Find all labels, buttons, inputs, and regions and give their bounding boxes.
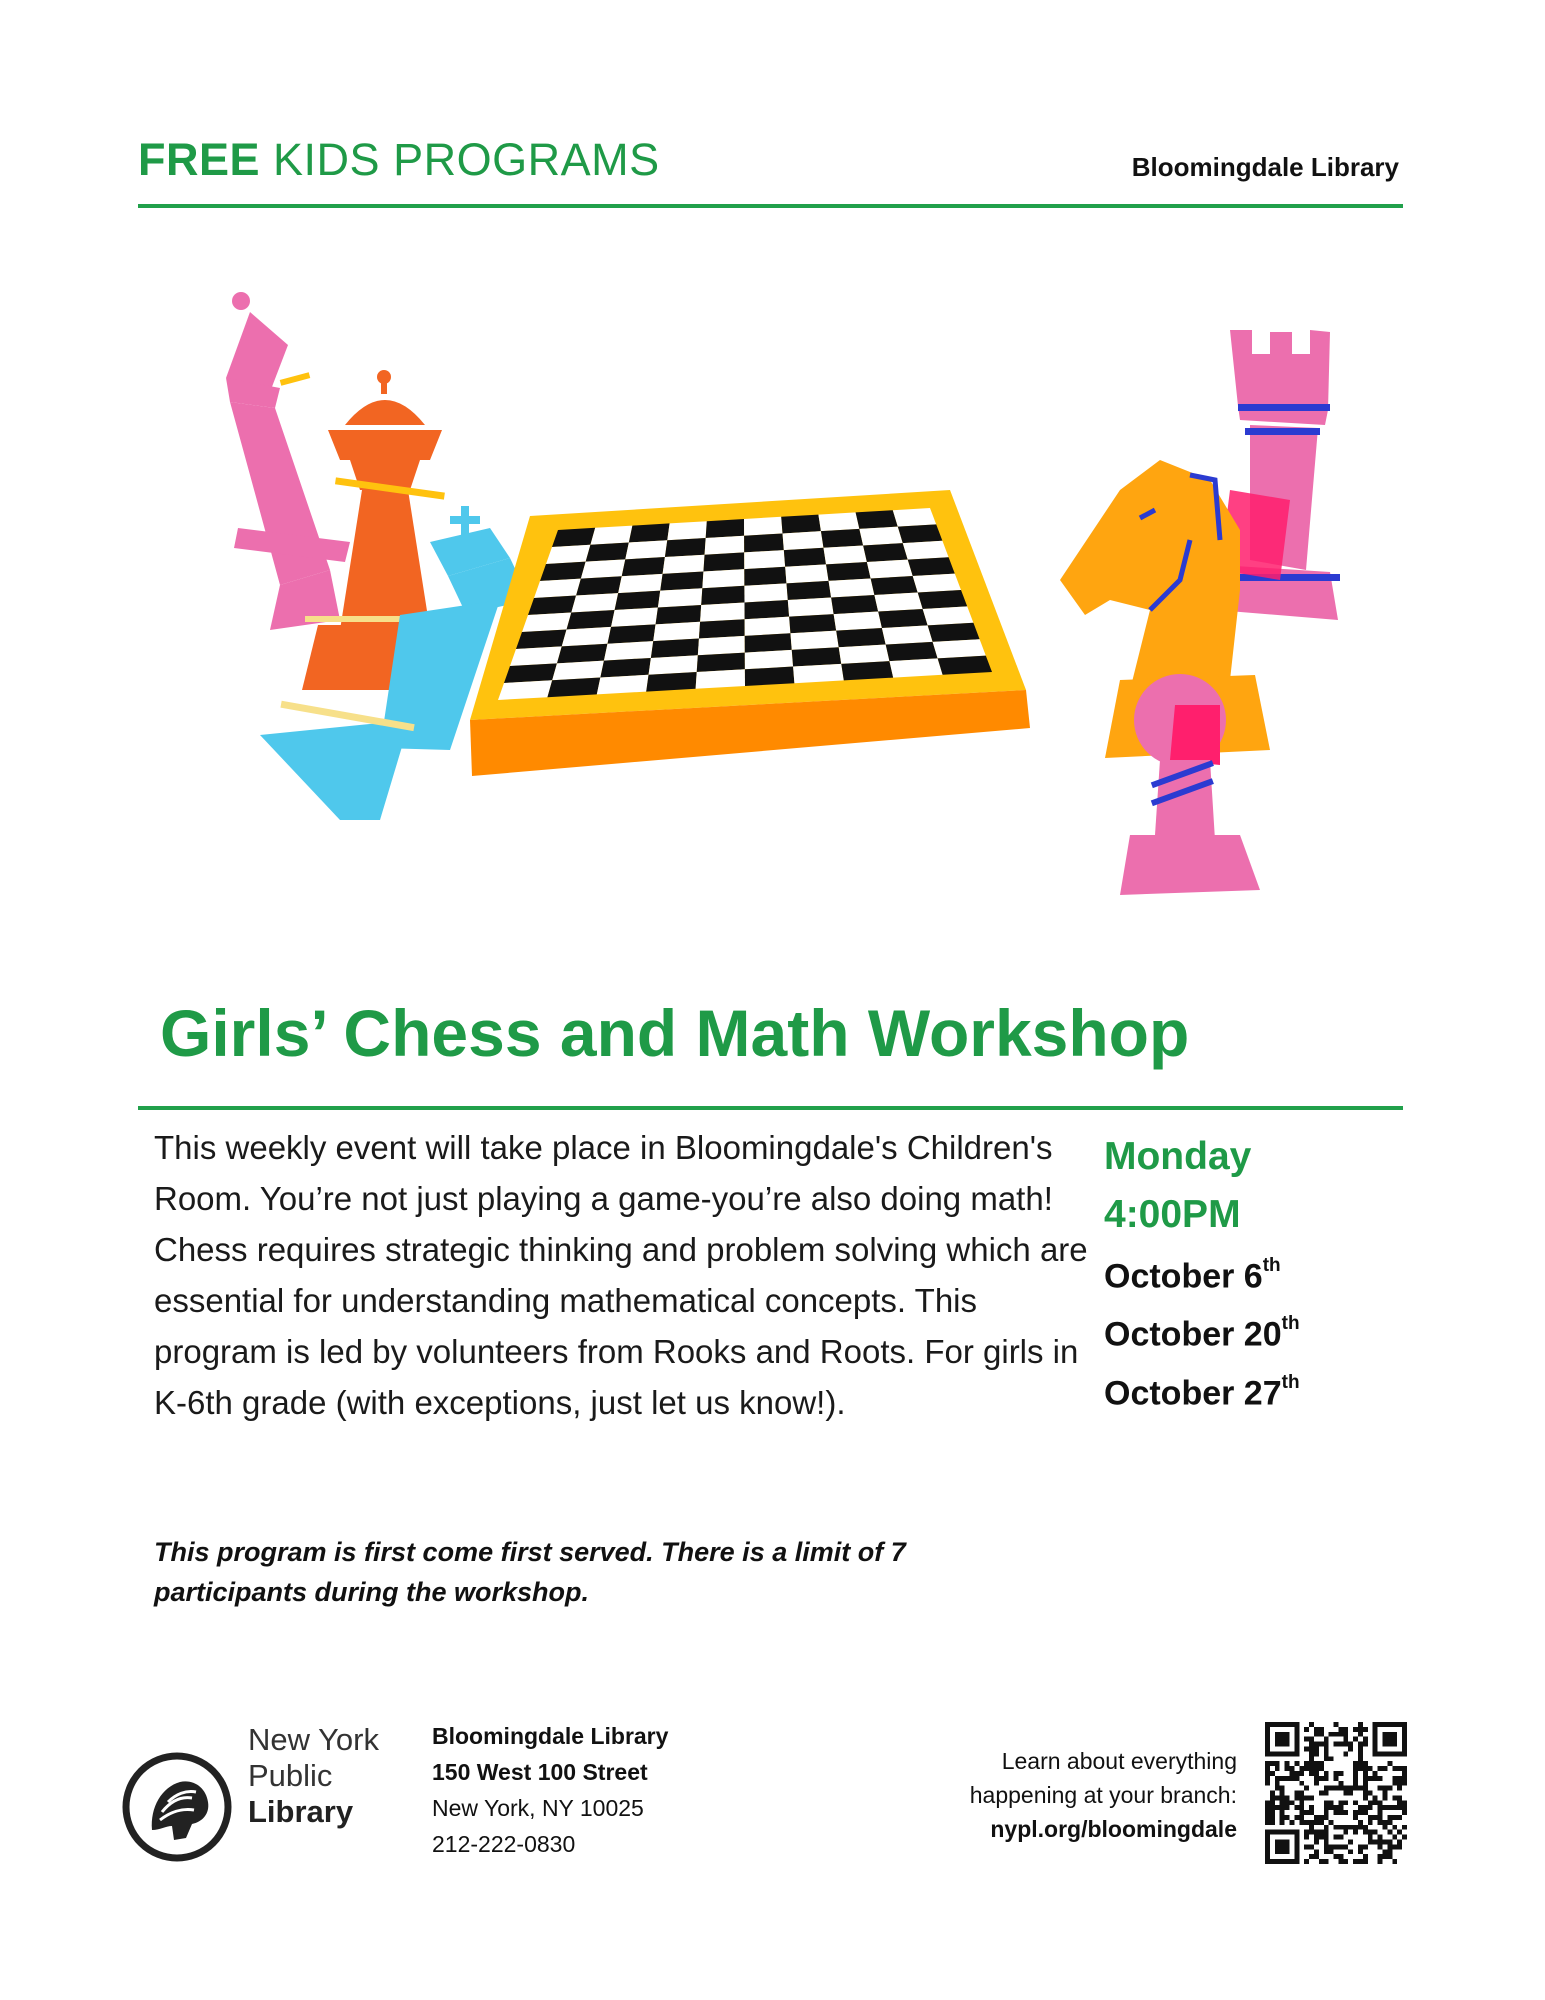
chessboard-square (793, 664, 844, 683)
chessboard-square (783, 531, 824, 550)
date-label: October 6 (1104, 1257, 1263, 1296)
chessboard-square (701, 586, 744, 605)
address-street: 150 West 100 Street (432, 1759, 648, 1785)
chessboard-square (745, 650, 793, 669)
header-branch-name: Bloomingdale Library (1131, 152, 1399, 182)
chessboard-square (504, 663, 557, 683)
chessboard-square (789, 614, 836, 633)
chessboard-square (604, 641, 653, 661)
chessboard-square (744, 550, 785, 569)
chessboard-square (618, 574, 662, 593)
chessboard-square (744, 583, 787, 602)
chessboard-square (788, 598, 834, 617)
chessboard-square (615, 591, 661, 610)
chessboard-square (792, 647, 842, 666)
schedule-date (1104, 1361, 1404, 1419)
chessboard-square (516, 629, 567, 649)
chessboard-square (700, 603, 745, 622)
free-label: FREE (138, 134, 261, 185)
schedule-date (1104, 1302, 1404, 1360)
event-description: This weekly event will take place in Bloomingdale's Children's Room. You’re not just playing a game-you’re also doing math! Chess requires strategic thinking and problem solving which are essential for understanding mathematical concepts. This program is led by volunteers from Rooks and Roots. For girls in K-6th grade (with exceptions, just let us know!). (154, 1129, 1088, 1421)
chessboard-square (744, 533, 784, 552)
chessboard-square (908, 557, 955, 576)
chessboard-square (557, 644, 608, 664)
chessboard-square (656, 605, 702, 624)
chessboard-square (546, 545, 590, 564)
chessboard-square (836, 628, 886, 647)
chessboard-square (745, 600, 790, 619)
chessboard-square (696, 669, 745, 689)
chessboard-square (839, 645, 890, 664)
nypl-wordmark (248, 1722, 379, 1830)
chessboard-square (651, 639, 699, 658)
address-branch-name: Bloomingdale Library (432, 1723, 669, 1749)
chessboard-square (823, 545, 866, 564)
chessboard-square (893, 508, 936, 527)
schedule-day: Monday (1104, 1135, 1252, 1178)
chessboard-square (785, 564, 828, 583)
schedule-block (1104, 1128, 1404, 1419)
chessboard-square (859, 527, 902, 546)
chessboard-square (699, 619, 745, 638)
learn-more-text: happening at your branch: (969, 1782, 1237, 1808)
chessboard-square (571, 593, 618, 612)
branch-address (432, 1718, 668, 1862)
branch-url-link[interactable]: nypl.org/bloomingdale (990, 1816, 1237, 1842)
chess-illustration (130, 280, 1405, 910)
chessboard-square (658, 588, 702, 607)
chessboard-square (649, 655, 698, 675)
wordmark-line: New York (248, 1722, 379, 1757)
chessboard-square (706, 519, 744, 538)
chessboard-square (552, 528, 595, 547)
chessboard-square (938, 656, 992, 675)
chessboard-square (697, 653, 745, 672)
chessboard-square (831, 595, 878, 614)
chessboard-square (590, 526, 632, 545)
chessboard-square (898, 524, 943, 543)
date-label: October 20 (1104, 1315, 1282, 1354)
chessboard-square (928, 623, 980, 642)
chessboard-square (702, 569, 744, 588)
chessboard-square (867, 560, 913, 579)
chessboard-square (663, 555, 705, 574)
address-phone: 212-222-0830 (432, 1831, 576, 1857)
chessboard-square (871, 576, 918, 595)
chessboard-square (781, 515, 821, 534)
chessboard-square (790, 631, 838, 650)
chessboard-square (878, 609, 928, 628)
chessboard-square (562, 627, 611, 647)
learn-more-block (970, 1744, 1237, 1846)
chessboard-square (665, 538, 706, 557)
chessboard-square (886, 642, 938, 661)
chessboard-square (933, 639, 986, 658)
date-label: October 27 (1104, 1373, 1282, 1412)
chessboard-square (667, 521, 707, 540)
chessboard-square (703, 552, 744, 571)
chessboard-square (653, 622, 700, 641)
chess-bishop-icon (226, 292, 350, 630)
chessboard-square (856, 510, 898, 529)
chessboard-square (581, 559, 625, 578)
date-suffix: th (1262, 1255, 1281, 1276)
chessboard-square (918, 590, 968, 609)
wordmark-line: Public (248, 1758, 333, 1793)
chessboard-square (625, 540, 667, 559)
chessboard-square (528, 596, 576, 615)
chessboard-square (567, 610, 615, 629)
chessboard-square (597, 675, 649, 695)
chessboard-square (745, 617, 791, 636)
title-divider (138, 1106, 1403, 1110)
kids-programs-label: KIDS PROGRAMS (273, 134, 660, 185)
chessboard-square (889, 658, 942, 677)
chessboard-square (611, 608, 658, 627)
chessboard-square (818, 512, 859, 531)
chessboard-square (923, 606, 974, 625)
chessboard-square (552, 661, 604, 681)
chessboard-square (744, 517, 783, 536)
chessboard-square (874, 593, 922, 612)
chessboard-square (705, 536, 745, 555)
chessboard-square (745, 633, 792, 652)
event-title: Girls’ Chess and Math Workshop (160, 996, 1190, 1070)
chessboard-squares (498, 508, 992, 700)
date-suffix: th (1281, 1371, 1300, 1393)
chessboard-square (913, 574, 961, 593)
chessboard-square (863, 543, 908, 562)
schedule-date (1104, 1244, 1404, 1302)
chessboard-square (607, 624, 655, 643)
chessboard-square (629, 523, 670, 542)
chessboard-square (522, 613, 571, 633)
chessboard-square (646, 672, 697, 692)
header-divider (138, 204, 1403, 208)
chessboard-square (834, 612, 882, 631)
nypl-lion-logo-icon (122, 1752, 232, 1862)
program-category-heading (138, 134, 660, 186)
chessboard-square (498, 680, 552, 700)
chessboard-square (821, 529, 863, 548)
qr-code-icon[interactable] (1265, 1722, 1407, 1864)
chessboard-square (786, 581, 831, 600)
chessboard-square (829, 578, 875, 597)
learn-more-text: Learn about everything (1001, 1748, 1237, 1774)
chessboard-square (882, 625, 933, 644)
address-city: New York, NY 10025 (432, 1795, 644, 1821)
chessboard-square (826, 562, 871, 581)
chessboard-square (744, 567, 786, 586)
chessboard-square (660, 571, 703, 590)
chessboard-square (547, 678, 600, 698)
chessboard-square (784, 548, 826, 567)
wordmark-line: Library (248, 1794, 354, 1829)
chessboard-square (510, 646, 562, 666)
chessboard-square (745, 667, 795, 686)
chessboard-square (534, 579, 581, 598)
chessboard-square (540, 562, 586, 581)
schedule-time: 4:00PM (1104, 1193, 1241, 1236)
chessboard-square (841, 661, 893, 680)
chessboard-square (903, 541, 949, 560)
chessboard-square (622, 557, 665, 576)
chessboard-square (698, 636, 745, 655)
date-suffix: th (1281, 1313, 1300, 1335)
capacity-note: This program is first come first served. There is a limit of 7 participants during the workshop. (154, 1537, 906, 1607)
chessboard-square (576, 576, 622, 595)
chessboard-icon (470, 490, 1030, 776)
chessboard-square (600, 658, 651, 678)
chessboard-square (586, 542, 629, 561)
